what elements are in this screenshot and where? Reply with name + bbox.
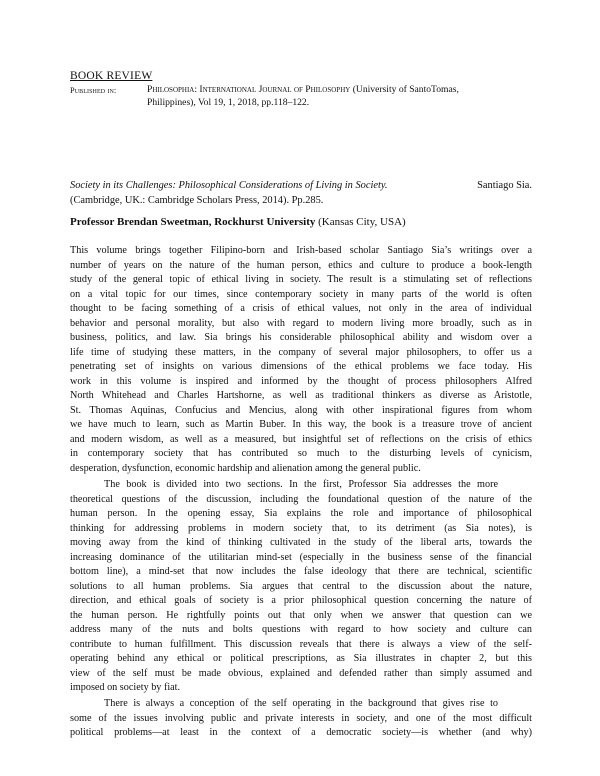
- line-text: penetrating set of insights on various dimensions of the ethical problems we face today. His: [70, 361, 532, 372]
- line-text: moving away from the kind of thinking cultivated in the study of the liberal arts, towards the: [70, 537, 532, 548]
- line-text: life time of studying these matters, in the company of several major philosophers, to offer us a: [70, 346, 532, 358]
- line-text: The book is divided into two sections. In the first, Professor Sia addresses the more: [104, 479, 498, 490]
- paragraph-line: [70, 360, 532, 375]
- line-text: North Whitehead and Charles Hartshorne, as well as traditional thinkers as diverse as Aristotle,: [70, 390, 532, 401]
- paragraph-line: [70, 331, 532, 346]
- line-text: behavior and personal morality, but also with regard to modern living more broadly, such as in: [70, 317, 532, 329]
- journal-line-1: [147, 84, 459, 95]
- line-text: the human person. He rightfully points out that only when we answer that question can we: [70, 609, 532, 621]
- paragraph-line: [70, 507, 532, 522]
- line-text: and modern wisdom, as well as a measured, but insightful set of reflections on the crisis of ethics: [70, 433, 532, 445]
- paragraph-1: [70, 244, 532, 476]
- paragraph-line: [70, 536, 532, 551]
- line-text: St. Thomas Aquinas, Confucius and Mencius, along with other inspirational figures from whom: [70, 404, 532, 416]
- paragraph-line: [70, 551, 532, 566]
- line-text: contribute to human fulfillment. This discussion reveals that there is always a view of the self-: [70, 638, 532, 650]
- line-text: number of years on the nature of the human person, ethics and culture to produce a book-length: [70, 259, 532, 271]
- journal-name: Philosophia: International Journal of Philosophy: [147, 83, 351, 95]
- citation-line-1: [70, 178, 532, 194]
- paragraph-line: [70, 346, 532, 361]
- book-author: Santiago Sia.: [477, 180, 532, 191]
- paragraph-line: [70, 244, 532, 259]
- paragraph-line: [70, 681, 532, 696]
- paragraph-line: [70, 623, 532, 638]
- paragraph-line: [70, 433, 532, 448]
- paragraph-line: [70, 652, 532, 667]
- paragraph-line: [70, 273, 532, 288]
- journal-line-2: Philippines), Vol 19, 1, 2018, pp.118–122.: [147, 97, 310, 108]
- paragraph-line: [70, 462, 532, 477]
- line-text: some of the issues involving public and private interests in society, and one of the most difficult: [70, 712, 532, 724]
- published-in-label: Published in:: [70, 86, 117, 95]
- journal-rest: (University of SantoTomas,: [352, 83, 459, 95]
- section-title: BOOK REVIEW: [70, 70, 153, 82]
- paragraph-line: [70, 418, 532, 433]
- line-text: operating behind any ethical or political prescriptions, as Sia illustrates in chapter 2, but this: [70, 653, 532, 664]
- line-text: direction, and ethical goals of society is a prior philosophical question concerning the nature of: [70, 595, 532, 606]
- paragraph-3: [70, 697, 532, 741]
- line-text: address many of the nuts and bolts questions with regard to how society and culture can: [70, 624, 532, 635]
- line-text: thought to be facing something of a crisis of ethical values, not only in the area of individual: [70, 303, 532, 314]
- paragraph-line: [70, 302, 532, 317]
- line-text: theoretical questions of the discussion, including the foundational question of the nature of the: [70, 493, 532, 505]
- reviewer-location: (Kansas City, USA): [318, 216, 406, 228]
- paragraph-2: [70, 478, 532, 696]
- paragraph-line: [70, 712, 532, 727]
- line-text: on a vital topic for our times, since contemporary society in many parts of the world is often: [70, 288, 532, 300]
- line-text: imposed on society by fiat.: [70, 682, 181, 693]
- paragraph-line: [70, 638, 532, 653]
- paragraph-line: [70, 609, 532, 624]
- paragraph-line: [70, 447, 532, 462]
- paragraph-line: [70, 594, 532, 609]
- paragraph-line: [70, 259, 532, 274]
- reviewer-name: Professor Brendan Sweetman, Rockhurst University: [70, 216, 316, 228]
- line-text: thinking for addressing problems in modern society that, to its detriment (as Sia notes), is: [70, 522, 532, 534]
- paragraph-line: [70, 478, 532, 493]
- line-text: increasing dominance of the utilitarian mind-set (especially in the business sense of the financial: [70, 551, 532, 563]
- paragraph-line: [70, 375, 532, 390]
- citation-publisher: (Cambridge, UK.: Cambridge Scholars Press, 2014). Pp.285.: [70, 195, 324, 206]
- line-text: political problems—at least in the context of a democratic society—is whether (and why): [70, 727, 532, 738]
- line-text: solutions to all human problems. Sia argues that central to the discussion about the nature,: [70, 580, 532, 592]
- paragraph-line: [70, 667, 532, 682]
- line-text: in contemporary society that has contributed so much to the disturbing levels of cynicism,: [70, 448, 532, 459]
- reviewer-line: [70, 216, 406, 228]
- paragraph-line: [70, 565, 532, 580]
- paragraph-line: [70, 389, 532, 404]
- paragraph-line: [70, 697, 532, 712]
- line-text: human person. In the opening essay, Sia explains the role and importance of philosophical: [70, 508, 532, 519]
- paragraph-line: [70, 726, 532, 741]
- paragraph-line: [70, 317, 532, 332]
- paragraph-line: [70, 404, 532, 419]
- line-text: view of the self must be made obvious, explained and defended rather than simply assumed and: [70, 667, 532, 679]
- book-title: Society in its Challenges: Philosophical Considerations of Living in Society.: [70, 180, 388, 191]
- paragraph-line: [70, 580, 532, 595]
- line-text: study of the general topic of ethical living in society. The result is a stimulating set of reflections: [70, 274, 532, 285]
- line-text: There is always a conception of the self operating in the background that gives rise to: [104, 698, 498, 709]
- line-text: we have much to learn, such as Martin Buber. In this way, the book is a treasure trove of ancient: [70, 419, 532, 430]
- line-text: bottom line), a mind-set that now includes the false ideology that there are technical, scientific: [70, 566, 532, 577]
- line-text: This volume brings together Filipino-born and Irish-based scholar Santiago Sia’s writings over a: [70, 245, 532, 256]
- line-text: work in this volume is inspired and informed by the thought of process philosophers Alfred: [70, 375, 532, 387]
- paragraph-line: [70, 493, 532, 508]
- paragraph-line: [70, 522, 532, 537]
- line-text: desperation, dysfunction, economic hardship and alienation among the general public.: [70, 462, 421, 474]
- line-text: business, politics, and law. Sia brings his considerable philosophical ability and wisdom over a: [70, 332, 532, 343]
- paragraph-line: [70, 288, 532, 303]
